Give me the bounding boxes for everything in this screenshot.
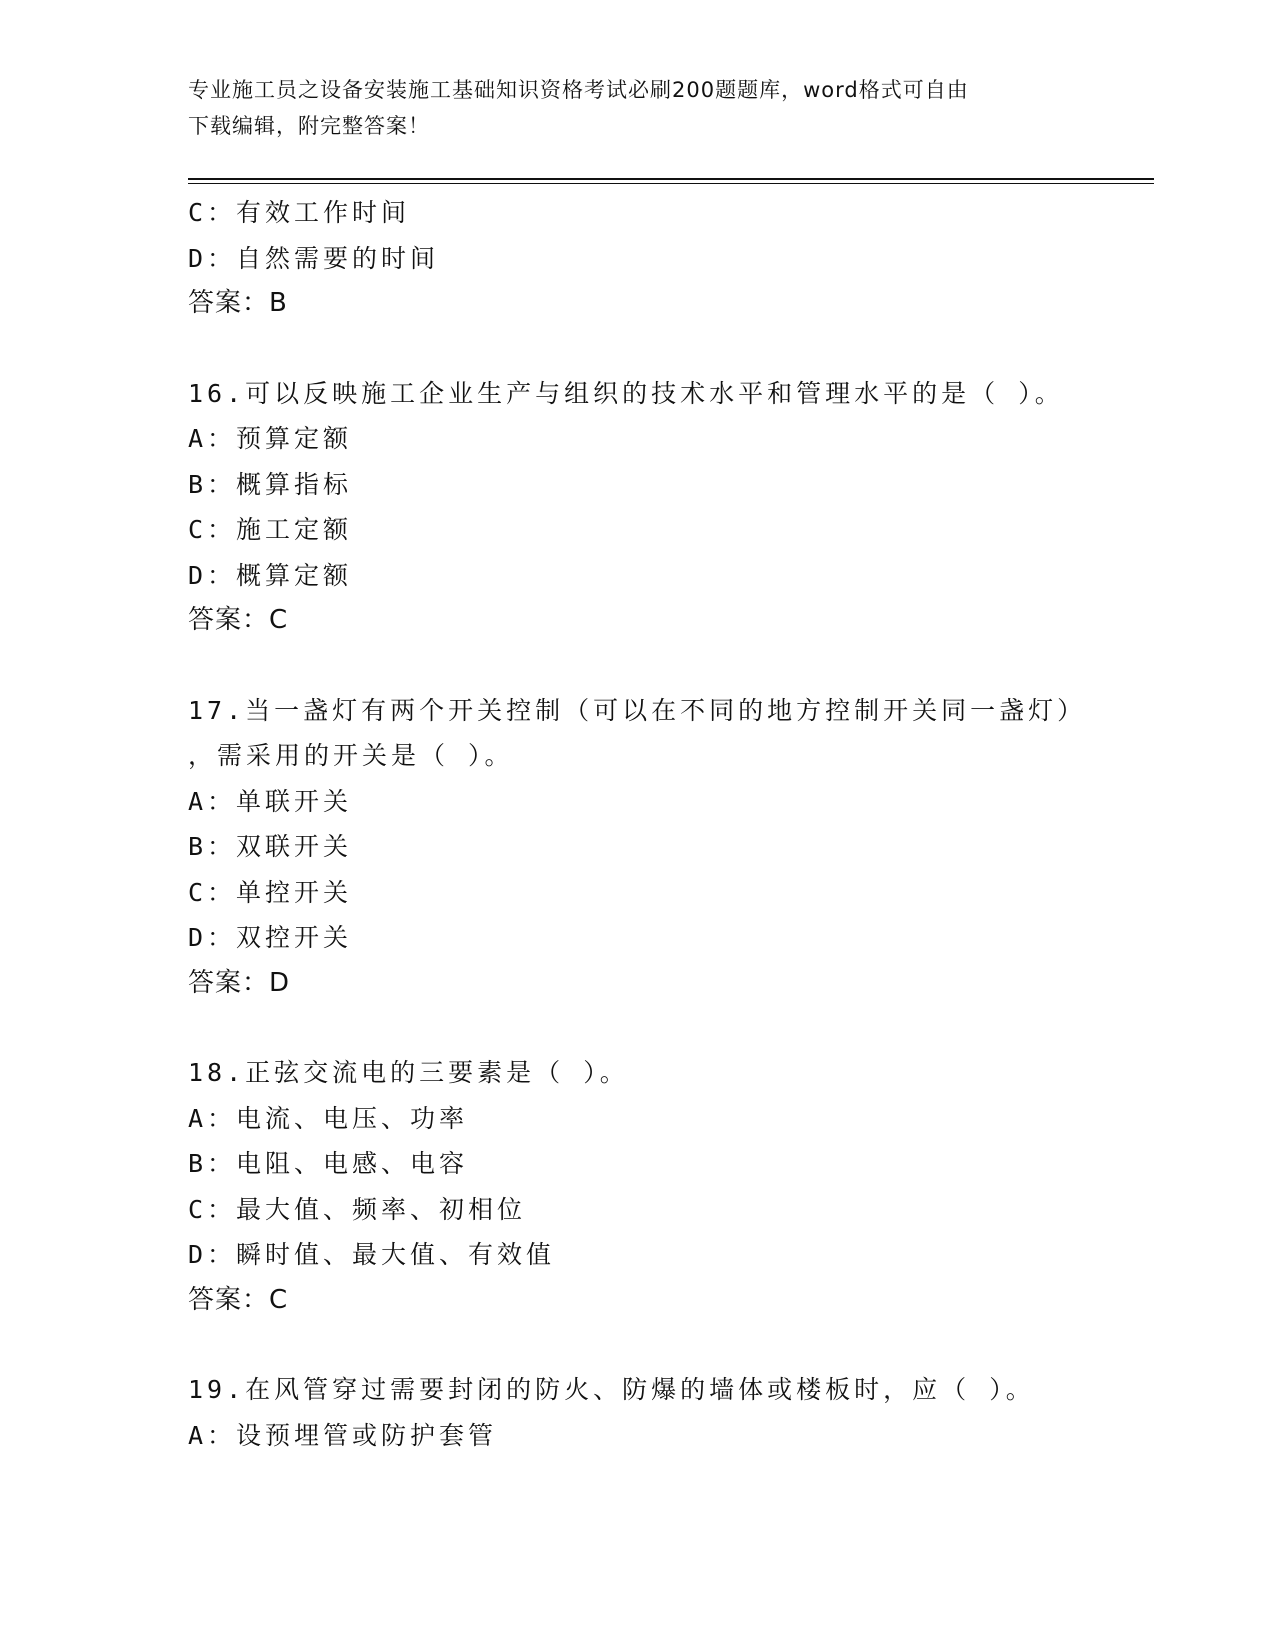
answer-line: 答案：C [188,1284,289,1315]
question-16 [188,371,1154,644]
answer-line: 答案：B [188,288,288,318]
option-a: A：预算定额 [188,424,353,453]
header-divider-thick [188,178,1154,180]
question-stem: 19.在风管穿过需要封闭的防火、防爆的墙体或楼板时，应（ ）。 [188,1375,1035,1404]
option-a: A：设预埋管或防护套管 [188,1420,498,1450]
spacer [188,644,1154,688]
question-stem-line-2: ，需采用的开关是（ ）。 [188,741,514,770]
option-d: D：自然需要的时间 [188,243,440,273]
question-stem: 18.正弦交流电的三要素是（ ）。 [188,1058,629,1087]
option-a: A：电流、电压、功率 [188,1103,469,1133]
spacer [188,1323,1154,1367]
option-b: B：电阻、电感、电容 [188,1149,469,1178]
question-15-continued [188,190,1154,327]
header-line-1: 专业施工员之设备安装施工基础知识资格考试必刷200题题库，word格式可自由 [188,78,969,102]
question-list [188,190,1154,1458]
question-17 [188,688,1154,1007]
answer-line: 答案：D [188,967,291,998]
option-c: C：单控开关 [188,877,353,907]
option-b: B：双联开关 [188,832,353,861]
option-d: D：瞬时值、最大值、有效值 [188,1240,556,1269]
option-c: C：有效工作时间 [188,198,411,227]
option-a: A：单联开关 [188,786,353,816]
header-line-2: 下载编辑，附完整答案！ [188,114,430,138]
spacer [188,1006,1154,1050]
header-divider-thin [188,183,1154,184]
question-stem: 16.可以反映施工企业生产与组织的技术水平和管理水平的是（ ）。 [188,378,1064,408]
option-b: B：概算指标 [188,469,353,499]
document-header [188,72,1088,144]
spacer [188,327,1154,371]
option-c: C：最大值、频率、初相位 [188,1194,527,1224]
option-d: D：概算定额 [188,560,353,590]
question-18 [188,1050,1154,1323]
option-d: D：双控开关 [188,923,353,952]
option-c: C：施工定额 [188,515,353,544]
question-stem-line-1: 17.当一盏灯有两个开关控制（可以在不同的地方控制开关同一盏灯） [188,695,1087,725]
answer-line: 答案：C [188,605,289,635]
question-19 [188,1367,1154,1458]
